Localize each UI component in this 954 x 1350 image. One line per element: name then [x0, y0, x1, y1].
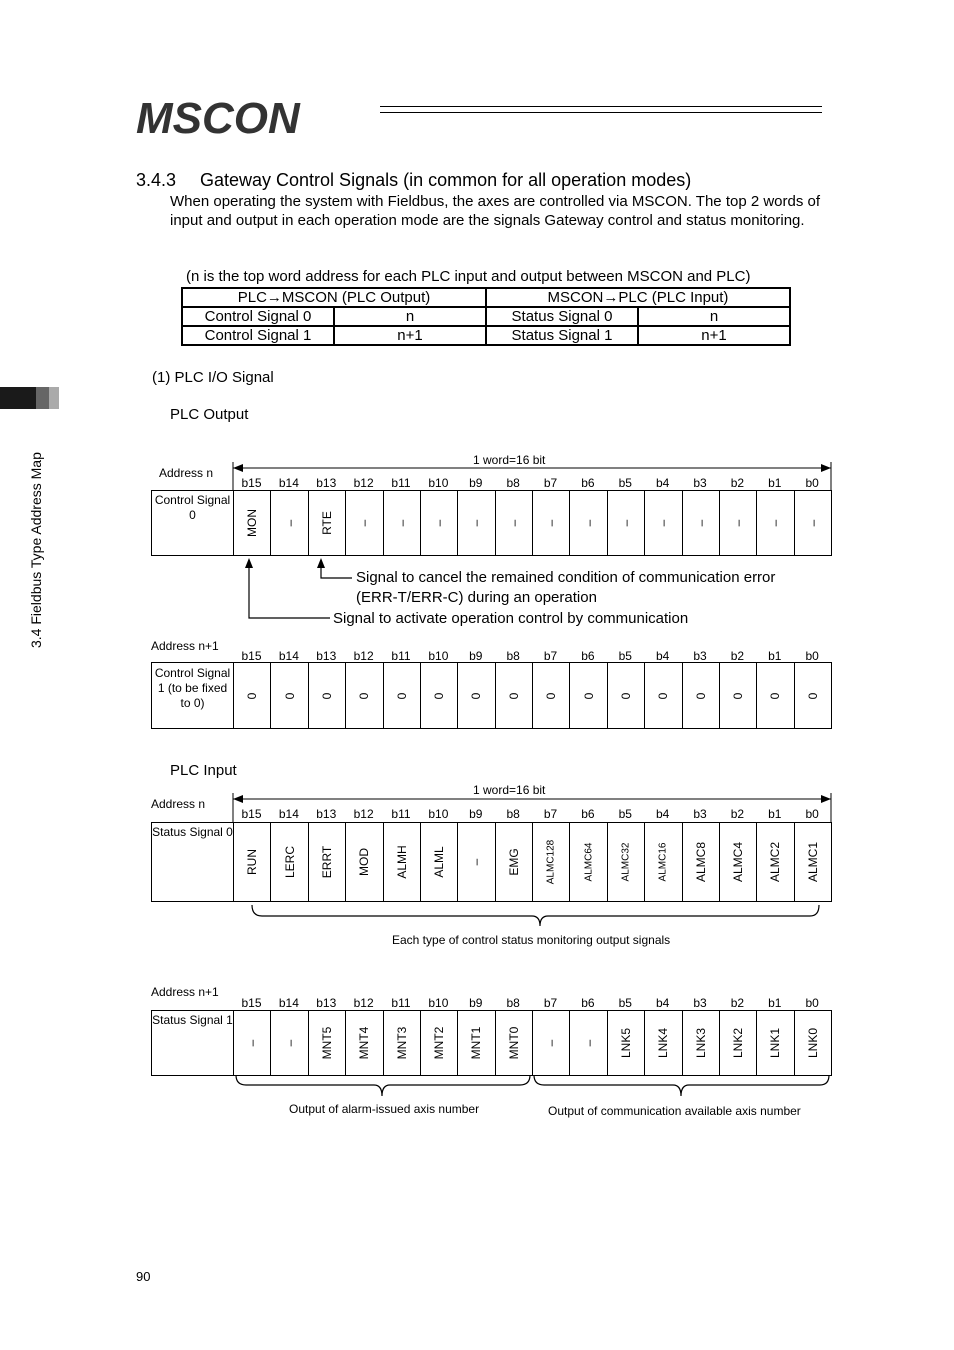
- bit-signal-label: 0: [618, 692, 633, 699]
- bit-signal-label: 0: [731, 692, 746, 699]
- bit-signal-label: ALMC128: [545, 839, 557, 885]
- address-mapping-table: [181, 287, 791, 346]
- subsection-heading: (1) PLC I/O Signal: [152, 369, 274, 386]
- bit-cell: [234, 823, 271, 901]
- bit-signal-label: –: [357, 519, 372, 527]
- bit-signal-label: MOD: [357, 848, 372, 876]
- bit-label: b8: [506, 807, 520, 821]
- page-number: 90: [136, 1269, 151, 1284]
- bit-cell: [720, 823, 757, 901]
- row-label: Control Signal 1 (to be fixed to 0): [152, 663, 234, 728]
- bit-label: b8: [506, 476, 520, 490]
- bit-signal-label: –: [806, 519, 821, 527]
- intro-paragraph: When operating the system with Fieldbus, the axes are controlled via MSCON. The top 2 words of input and output in each operation mode are the signals Gateway control and status monitoring.: [170, 193, 821, 229]
- address-n-label: Address n: [159, 466, 214, 480]
- bit-label: b11: [391, 476, 411, 490]
- bit-signal-label: ALMC4: [731, 841, 746, 883]
- bit-label: b13: [316, 996, 337, 1010]
- bit-label: b15: [241, 807, 262, 821]
- table-head-input: MSCON→PLC (PLC Input): [486, 288, 790, 307]
- bit-signal-label: –: [245, 1039, 260, 1047]
- bit-cell: [458, 663, 495, 728]
- bit-signal-label: ALMC32: [620, 842, 632, 882]
- bit-cell: [683, 491, 720, 555]
- bit-signal-label: ALMC8: [693, 841, 708, 883]
- bit-signal-label: 0: [469, 692, 484, 699]
- bit-cell: [570, 1011, 607, 1075]
- bit-cell: [458, 823, 495, 901]
- bit-label: b12: [353, 996, 374, 1010]
- bit-label: b10: [428, 649, 449, 663]
- address-n-label: Address n: [151, 797, 206, 811]
- bit-cell: [720, 491, 757, 555]
- bit-signal-label: MNT1: [469, 1026, 484, 1060]
- bit-label: b6: [581, 807, 595, 821]
- bit-label: b7: [543, 649, 558, 663]
- bit-cell: [757, 491, 794, 555]
- bit-signal-label: –: [656, 519, 671, 527]
- bit-cell: [720, 663, 757, 728]
- bit-cell: [496, 663, 533, 728]
- bit-signal-label: LNK1: [768, 1027, 783, 1059]
- bit-label: b4: [655, 996, 670, 1010]
- bit-signal-label: ALMC64: [583, 842, 595, 882]
- side-tab-light: [49, 387, 59, 409]
- bit-signal-label: 0: [319, 692, 334, 699]
- bit-signal-label: 0: [506, 692, 521, 699]
- bit-cell: [720, 1011, 757, 1075]
- bit-cell: [421, 823, 458, 901]
- logo-text: MSCON: [136, 94, 300, 143]
- bit-cell: [234, 491, 271, 555]
- bit-signal-label: –: [581, 1039, 596, 1047]
- cell-out-name: Control Signal 1: [182, 326, 334, 345]
- bit-label: b8: [506, 649, 520, 663]
- bit-label: b1: [768, 649, 782, 663]
- bit-cell: [384, 663, 421, 728]
- bit-cell: [645, 663, 682, 728]
- status-signal-1-row: [151, 1010, 832, 1076]
- bit-label: b4: [655, 649, 670, 663]
- bit-label: b2: [730, 476, 745, 490]
- bit-signal-label: –: [544, 1039, 559, 1047]
- bit-label: b1: [768, 807, 782, 821]
- bit-signal-label: –: [394, 519, 409, 527]
- bit-cell: [421, 663, 458, 728]
- bit-signal-label: LNK4: [656, 1027, 671, 1059]
- bit-cell: [309, 491, 346, 555]
- rte-note-line1: Signal to cancel the remained condition of communication error: [356, 569, 776, 586]
- bit-label: b15: [241, 649, 262, 663]
- mon-note: Signal to activate operation control by communication: [333, 610, 689, 627]
- bit-cell: [309, 823, 346, 901]
- bit-signal-label: LNK2: [731, 1027, 746, 1059]
- cell-out-addr: n+1: [334, 326, 486, 345]
- bit-cell: [757, 823, 794, 901]
- bit-label: b11: [391, 649, 411, 663]
- bit-signal-label: ALMC16: [657, 842, 669, 882]
- bit-cell: [384, 1011, 421, 1075]
- bit-signal-label: RUN: [245, 849, 260, 875]
- bit-signal-label: MNT5: [319, 1026, 334, 1060]
- bit-label: b6: [581, 649, 595, 663]
- bit-label: b5: [618, 996, 632, 1010]
- bit-cell: [795, 491, 832, 555]
- bit-cell: [570, 491, 607, 555]
- bit-label: b10: [428, 996, 449, 1010]
- bit-label: b10: [428, 807, 449, 821]
- bit-signal-label: MNT3: [394, 1026, 409, 1060]
- bit-signal-label: ALMC2: [768, 841, 783, 883]
- bit-cell: [421, 491, 458, 555]
- bit-cell: [645, 1011, 682, 1075]
- bit-label: b11: [391, 807, 411, 821]
- bit-signal-label: –: [693, 519, 708, 527]
- bit-signal-label: RTE: [319, 511, 334, 535]
- bit-label: b5: [618, 476, 632, 490]
- bit-signal-label: –: [768, 519, 783, 527]
- bit-label: b0: [805, 996, 819, 1010]
- cell-in-name: Status Signal 0: [486, 307, 638, 326]
- control-signal-1-row: [151, 662, 832, 729]
- bit-signal-label: 0: [394, 692, 409, 699]
- bit-label: b3: [693, 996, 707, 1010]
- bit-cell: [458, 1011, 495, 1075]
- address-n1-label: Address n+1: [151, 985, 219, 999]
- bit-signal-label: 0: [544, 692, 559, 699]
- bit-cell: [271, 663, 308, 728]
- bit-label: b8: [506, 996, 520, 1010]
- bit-signal-label: LERC: [282, 845, 297, 879]
- bit-label: b6: [581, 476, 595, 490]
- bit-signal-label: –: [469, 519, 484, 527]
- bit-label: b1: [768, 476, 782, 490]
- cell-in-name: Status Signal 1: [486, 326, 638, 345]
- bit-cell: [346, 1011, 383, 1075]
- bit-cell: [496, 1011, 533, 1075]
- bit-label: b4: [655, 807, 670, 821]
- bit-signal-label: –: [282, 1039, 297, 1047]
- table-head-output: PLC→MSCON (PLC Output): [182, 288, 486, 307]
- bit-signal-label: –: [282, 519, 297, 527]
- bit-signal-label: –: [581, 519, 596, 527]
- bit-signal-label: ALMH: [394, 845, 409, 879]
- bit-label: b13: [316, 649, 337, 663]
- bit-label: b7: [543, 476, 558, 490]
- bit-label: b9: [469, 476, 483, 490]
- bit-signal-label: –: [731, 519, 746, 527]
- bit-label: b11: [391, 996, 411, 1010]
- bit-label: b4: [655, 476, 670, 490]
- section-number: 3.4.3: [136, 170, 177, 190]
- bit-label: b2: [730, 649, 745, 663]
- bit-label: b5: [618, 807, 632, 821]
- control-signal-0-row: [151, 490, 832, 556]
- bit-label: b2: [730, 807, 745, 821]
- bit-cell: [608, 663, 645, 728]
- bit-cell: [645, 823, 682, 901]
- bit-signal-label: LNK0: [806, 1027, 821, 1059]
- table-row: [182, 326, 790, 345]
- bit-signal-label: –: [432, 519, 447, 527]
- bit-cell: [309, 663, 346, 728]
- bit-signal-label: 0: [693, 692, 708, 699]
- bit-signal-label: 0: [581, 692, 596, 699]
- bit-label: b3: [693, 807, 707, 821]
- bit-cell: [570, 663, 607, 728]
- bit-signal-label: ALML: [432, 846, 447, 878]
- bit-label: b10: [428, 476, 449, 490]
- bit-signal-label: 0: [656, 692, 671, 699]
- bit-cell: [234, 1011, 271, 1075]
- bit-cell: [346, 823, 383, 901]
- bit-signal-label: –: [469, 858, 484, 866]
- bit-cell: [683, 1011, 720, 1075]
- bit-cell: [496, 491, 533, 555]
- bit-signal-label: –: [544, 519, 559, 527]
- side-tab-dark: [0, 387, 36, 409]
- bit-signal-label: 0: [245, 692, 260, 699]
- bit-cell: [384, 823, 421, 901]
- bit-cell: [309, 1011, 346, 1075]
- bit-signal-label: –: [618, 519, 633, 527]
- bit-cell: [757, 663, 794, 728]
- word-size-label: 1 word=16 bit: [473, 783, 546, 797]
- bit-signal-label: MNT0: [506, 1026, 521, 1060]
- bit-signal-label: 0: [806, 692, 821, 699]
- plc-output-heading: PLC Output: [170, 406, 249, 423]
- row-label: Control Signal 0: [152, 491, 234, 555]
- section-title: [136, 170, 691, 191]
- bit-signal-label: EMG: [506, 848, 521, 876]
- bit-signal-label: 0: [768, 692, 783, 699]
- bit-label: b7: [543, 996, 558, 1010]
- bit-label: b14: [278, 807, 299, 821]
- bit-signal-label: LNK5: [618, 1027, 633, 1059]
- bit-signal-label: MNT4: [357, 1026, 372, 1060]
- bit-label: b0: [805, 476, 819, 490]
- bit-signal-label: ALMC1: [806, 841, 821, 883]
- cell-out-name: Control Signal 0: [182, 307, 334, 326]
- bit-label: b9: [469, 649, 483, 663]
- bit-cell: [608, 491, 645, 555]
- bit-label: b9: [469, 996, 483, 1010]
- bit-label: b14: [278, 649, 299, 663]
- bit-label: b1: [768, 996, 782, 1010]
- bit-cell: [795, 1011, 832, 1075]
- bit-cell: [533, 1011, 570, 1075]
- header-rule-top: [380, 106, 822, 107]
- bit-cell: [421, 1011, 458, 1075]
- table-row: [182, 307, 790, 326]
- bit-cell: [645, 491, 682, 555]
- bit-cell: [346, 491, 383, 555]
- bit-cell: [346, 663, 383, 728]
- bit-signal-label: MNT2: [432, 1026, 447, 1060]
- word-size-label: 1 word=16 bit: [473, 453, 546, 467]
- bit-label: b2: [730, 996, 745, 1010]
- bit-cell: [533, 663, 570, 728]
- side-section-label: 3.4 Fieldbus Type Address Map: [28, 452, 44, 648]
- bit-signal-label: MON: [245, 509, 260, 537]
- cell-in-addr: n+1: [638, 326, 790, 345]
- bit-cell: [384, 491, 421, 555]
- alarm-axis-note: Output of alarm-issued axis number: [289, 1102, 480, 1116]
- address-n1-label: Address n+1: [151, 639, 219, 653]
- bit-label: b15: [241, 996, 262, 1010]
- bit-label: b6: [581, 996, 595, 1010]
- bit-label: b7: [543, 807, 558, 821]
- bit-cell: [795, 823, 832, 901]
- bit-label: b14: [278, 996, 299, 1010]
- bit-label: b13: [316, 807, 337, 821]
- cell-in-addr: n: [638, 307, 790, 326]
- header-rule-bottom: [380, 112, 822, 113]
- bit-signal-label: LNK3: [693, 1027, 708, 1059]
- bit-cell: [496, 823, 533, 901]
- bit-label: b12: [353, 476, 374, 490]
- side-tab-mid: [36, 387, 49, 409]
- plc-input-heading: PLC Input: [170, 762, 237, 779]
- bit-cell: [271, 491, 308, 555]
- bit-cell: [608, 823, 645, 901]
- section-title-text: Gateway Control Signals (in common for all operation modes): [200, 170, 692, 190]
- bit-label: b3: [693, 476, 707, 490]
- bit-label: b15: [241, 476, 262, 490]
- row-label: Status Signal 1: [152, 1011, 234, 1075]
- bit-signal-label: –: [506, 519, 521, 527]
- bit-label: b12: [353, 807, 374, 821]
- bit-cell: [683, 823, 720, 901]
- address-note: (n is the top word address for each PLC input and output between MSCON and PLC): [186, 268, 751, 285]
- row-label: Status Signal 0: [152, 823, 234, 901]
- bit-cell: [608, 1011, 645, 1075]
- bit-cell: [271, 1011, 308, 1075]
- bit-cell: [533, 491, 570, 555]
- bit-cell: [795, 663, 832, 728]
- link-axis-note: Output of communication available axis number: [548, 1104, 801, 1118]
- bit-cell: [683, 663, 720, 728]
- rte-note-line2: (ERR-T/ERR-C) during an operation: [356, 589, 597, 606]
- bit-label: b3: [693, 649, 707, 663]
- status-0-note: Each type of control status monitoring output signals: [392, 933, 671, 947]
- bit-label: b0: [805, 649, 819, 663]
- cell-out-addr: n: [334, 307, 486, 326]
- bit-cell: [570, 823, 607, 901]
- bit-signal-label: 0: [432, 692, 447, 699]
- bit-cell: [757, 1011, 794, 1075]
- bit-cell: [533, 823, 570, 901]
- bit-label: b14: [278, 476, 299, 490]
- bit-label: b0: [805, 807, 819, 821]
- bit-label: b13: [316, 476, 337, 490]
- bit-cell: [458, 491, 495, 555]
- bit-label: b9: [469, 807, 483, 821]
- status-signal-0-row: [151, 822, 832, 902]
- bit-signal-label: ERRT: [319, 845, 334, 879]
- bit-cell: [234, 663, 271, 728]
- bit-label: b12: [353, 649, 374, 663]
- bit-signal-label: 0: [357, 692, 372, 699]
- bit-label: b5: [618, 649, 632, 663]
- bit-signal-label: 0: [282, 692, 297, 699]
- bit-cell: [271, 823, 308, 901]
